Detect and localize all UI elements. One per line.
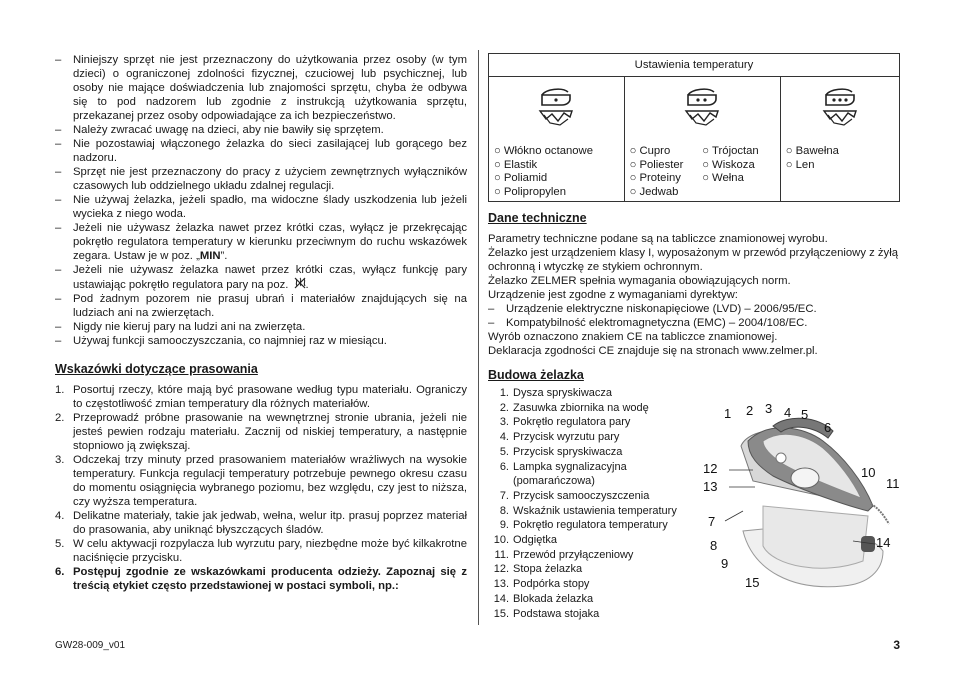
safety-item-text: Jeżeli nie używasz żelazka nawet przez krótki czas, wyłącz je przekręcając pokrętło regulatora temperatury w kierunku przeciwnym do ruchu wskazówek zegara. Ustaw je w poz. „MIN”. bbox=[73, 222, 467, 262]
item-text: Odczekaj trzy minuty przed prasowaniem materiałów wrażliwych na wysokie temperatury. Funkcja regulacji temperatury potrzebuje pewnego okresu czasu do momentu osiągnięcia wybranego poziomu, bez względu, czy jest to niższa, czy wyższa temperatura. bbox=[73, 454, 467, 508]
item-text: Delikatne materiały, takie jak jedwab, wełna, welur itp. prasuj poprzez materiał do prasowania, aby uniknąć błyszczących śladów. bbox=[73, 510, 467, 536]
fabric-item: ○ Poliamid bbox=[494, 172, 548, 184]
ironing-list bbox=[55, 383, 467, 593]
callout-1: 1 bbox=[724, 406, 732, 421]
document-code: GW28-009_v01 bbox=[55, 640, 126, 651]
callout-2: 2 bbox=[746, 403, 754, 418]
callout-15: 15 bbox=[745, 575, 760, 590]
construction-item: 1. Dysza spryskiwacza bbox=[499, 387, 613, 399]
construction-list bbox=[488, 386, 693, 621]
safety-item: – Nie pozostawiaj włączonego żelazka do sieci zasilającej lub gorącego bez nadzoru. bbox=[55, 137, 467, 165]
item-number: 5. bbox=[55, 538, 65, 550]
fabric-item: ○ Jedwab bbox=[629, 185, 679, 198]
iron-three-dots-icon bbox=[820, 83, 860, 127]
item-number: 6. bbox=[55, 566, 65, 578]
tech-line: Wyrób oznaczono znakiem CE na tabliczce znamionowej. bbox=[488, 331, 778, 343]
tech-line: Żelazko ZELMER spełnia wymagania obowiązujących norm. bbox=[488, 275, 791, 287]
construction-item: 7. Przycisk samooczyszczenia bbox=[499, 489, 650, 502]
callout-9: 9 bbox=[721, 556, 729, 571]
fabric-item: ○ Trójoctan bbox=[702, 145, 759, 157]
callout-5: 5 bbox=[801, 407, 809, 422]
fabric-item: ○ Wełna bbox=[702, 172, 744, 184]
fabric-item: ○ Proteiny bbox=[629, 172, 681, 184]
callout-11: 11 bbox=[886, 476, 900, 491]
fabric-item: ○ Wiskoza bbox=[702, 158, 755, 171]
construction-item: 15. Podstawa stojaka bbox=[493, 607, 600, 620]
callout-3: 3 bbox=[765, 401, 773, 416]
callout-4: 4 bbox=[784, 405, 792, 420]
construction-item: 12. Stopa żelazka bbox=[493, 563, 583, 576]
tech-text bbox=[488, 232, 900, 358]
construction-heading: Budowa żelazka bbox=[488, 368, 584, 382]
callout-8: 8 bbox=[710, 538, 718, 553]
safety-item-text: Jeżeli nie używasz żelazka nawet przez krótki czas, wyłącz funkcję pary ustawiając pokrętło regulatora pary na poz. bbox=[73, 264, 467, 291]
ironing-item bbox=[55, 383, 467, 411]
construction-item: 5. Przycisk spryskiwacza bbox=[499, 445, 623, 458]
callout-6: 6 bbox=[824, 420, 832, 435]
ironing-item bbox=[55, 509, 467, 537]
fabric-item: ○ Polipropylen bbox=[494, 185, 566, 198]
right-column bbox=[488, 53, 900, 621]
safety-item-steam: – Jeżeli nie używasz żelazka nawet przez krótki czas, wyłącz funkcję pary ustawiając pokrętło regulatora pary na poz. . bbox=[55, 263, 467, 292]
safety-item: – Sprzęt nie jest przeznaczony do pracy z użyciem zewnętrznych wyłączników czasowych lub oddzielnego układu zdalnej regulacji. bbox=[55, 165, 467, 193]
directive-item: – Kompatybilność elektromagnetyczna (EMC) – 2004/108/EC. bbox=[488, 316, 900, 330]
construction-item: 10. Odgiętka bbox=[493, 534, 558, 547]
tech-line: Urządzenie jest zgodne z wymaganiami dyrektyw: bbox=[488, 289, 738, 301]
safety-item: – Nie używaj żelazka, jeżeli spadło, ma widoczne ślady uszkodzenia lub jeżeli wycieka z niego woda. bbox=[55, 193, 467, 221]
item-number: 3. bbox=[55, 454, 65, 466]
callout-14: 14 bbox=[876, 535, 891, 550]
tech-heading: Dane techniczne bbox=[488, 211, 587, 225]
item-number: 1. bbox=[55, 384, 65, 396]
construction-item: 6. Lampka sygnalizacyjna (pomarańczowa) bbox=[499, 460, 627, 488]
callout-10: 10 bbox=[861, 465, 876, 480]
iron-illustration bbox=[693, 386, 900, 606]
safety-item: – Pod żadnym pozorem nie prasuj ubrań i materiałów znajdujących się na ludziach ani na zwierzętach. bbox=[55, 292, 467, 320]
left-column bbox=[55, 53, 467, 593]
fabric-item: ○ Włókno octanowe bbox=[494, 145, 593, 157]
callout-12: 12 bbox=[703, 461, 718, 476]
item-text: Postępuj zgodnie ze wskazówkami producenta odzieży. Zapoznaj się z treścią etykiet często przedstawionej w postaci symboli, np.: bbox=[73, 566, 467, 592]
fabric-item: ○ Poliester bbox=[629, 158, 684, 171]
construction-item: 13. Podpórka stopy bbox=[493, 578, 590, 591]
fabric-item: ○ Len bbox=[785, 158, 815, 171]
ironing-item bbox=[55, 411, 467, 453]
tech-line: Deklaracja zgodności CE znajduje się na stronach www.zelmer.pl. bbox=[488, 345, 818, 357]
fabric-item: ○ Bawełna bbox=[785, 145, 839, 157]
tech-line: Żelazko jest urządzeniem klasy I, wyposażonym w przewód przyłączeniowy z żyłą ochronną i wtyczkę ze stykiem ochronnym. bbox=[488, 247, 898, 273]
column-divider bbox=[478, 50, 479, 625]
construction-item: 2. Zasuwka zbiornika na wodę bbox=[499, 401, 649, 414]
item-number: 2. bbox=[55, 412, 65, 424]
safety-item: – Należy zwracać uwagę na dzieci, aby nie bawiły się sprzętem. bbox=[55, 123, 467, 137]
tech-line: Parametry techniczne podane są na tabliczce znamionowej wyrobu. bbox=[488, 233, 828, 245]
ironing-heading: Wskazówki dotyczące prasowania bbox=[55, 362, 258, 376]
directive-list bbox=[488, 302, 900, 330]
min-label: MIN bbox=[199, 250, 221, 262]
safety-item: – Nigdy nie kieruj pary na ludzi ani na zwierzęta. bbox=[55, 320, 467, 334]
item-text: Posortuj rzeczy, które mają być prasowane według typu materiału. Ograniczy to częstotliwość zmian temperatury dla różnych materiałów. bbox=[73, 384, 467, 410]
construction-item: 3. Pokrętło regulatora pary bbox=[499, 416, 631, 429]
construction-item: 11. Przewód przyłączeniowy bbox=[494, 548, 634, 561]
directive-item: – Urządzenie elektryczne niskonapięciowe (LVD) – 2006/95/EC. bbox=[488, 302, 900, 316]
temperature-table bbox=[488, 53, 900, 202]
construction-item: 14. Blokada żelazka bbox=[493, 592, 594, 605]
iron-two-dots-icon bbox=[682, 83, 722, 127]
page-number: 3 bbox=[893, 638, 900, 652]
construction-item: 4. Przycisk wyrzutu pary bbox=[499, 431, 620, 444]
safety-list bbox=[55, 53, 467, 348]
iron-one-dot-icon bbox=[536, 83, 576, 127]
item-text: W celu aktywacji rozpylacza lub wyrzutu pary, niezbędne może być kilkakrotne naciśnięcie przycisku. bbox=[73, 538, 467, 564]
safety-item: – Używaj funkcji samooczyszczania, co najmniej raz w miesiącu. bbox=[55, 334, 467, 348]
safety-item-min bbox=[55, 221, 467, 263]
temperature-table-header: Ustawienia temperatury bbox=[489, 54, 900, 77]
no-steam-icon bbox=[294, 277, 306, 289]
ironing-item bbox=[55, 453, 467, 509]
fabric-item: ○ Cupro bbox=[629, 145, 671, 157]
ironing-item bbox=[55, 537, 467, 565]
item-text: Przeprowadź próbne prasowanie na wewnętrznej stronie ubrania, jeżeli nie jesteś pewien rodzaju materiału. Zacznij od niskiej temperatury, a następnie stopniowo ją zwiększaj. bbox=[73, 412, 467, 452]
construction-item: 8. Wskaźnik ustawienia temperatury bbox=[499, 504, 677, 517]
callout-13: 13 bbox=[703, 479, 718, 494]
construction-section bbox=[488, 386, 900, 621]
safety-item: – Niniejszy sprzęt nie jest przeznaczony do użytkowania przez osoby (w tym dzieci) o ograniczonej zdolności fizycznej, czuciowej lub psychicznej, lub osoby nie mające doświadczenia lub znajomości sprzętu, chyba że odbywa się to pod nadzorem lub zgodnie z instrukcją użytkowania sprzętu, przekazanej przez osoby odpowiadające za ich bezpieczeństwo. bbox=[55, 53, 467, 123]
item-number: 4. bbox=[55, 510, 65, 522]
callout-7: 7 bbox=[708, 514, 716, 529]
construction-item: 9. Pokrętło regulatora temperatury bbox=[499, 519, 668, 532]
fabric-item: ○ Elastik bbox=[494, 158, 538, 171]
ironing-item bbox=[55, 565, 467, 593]
